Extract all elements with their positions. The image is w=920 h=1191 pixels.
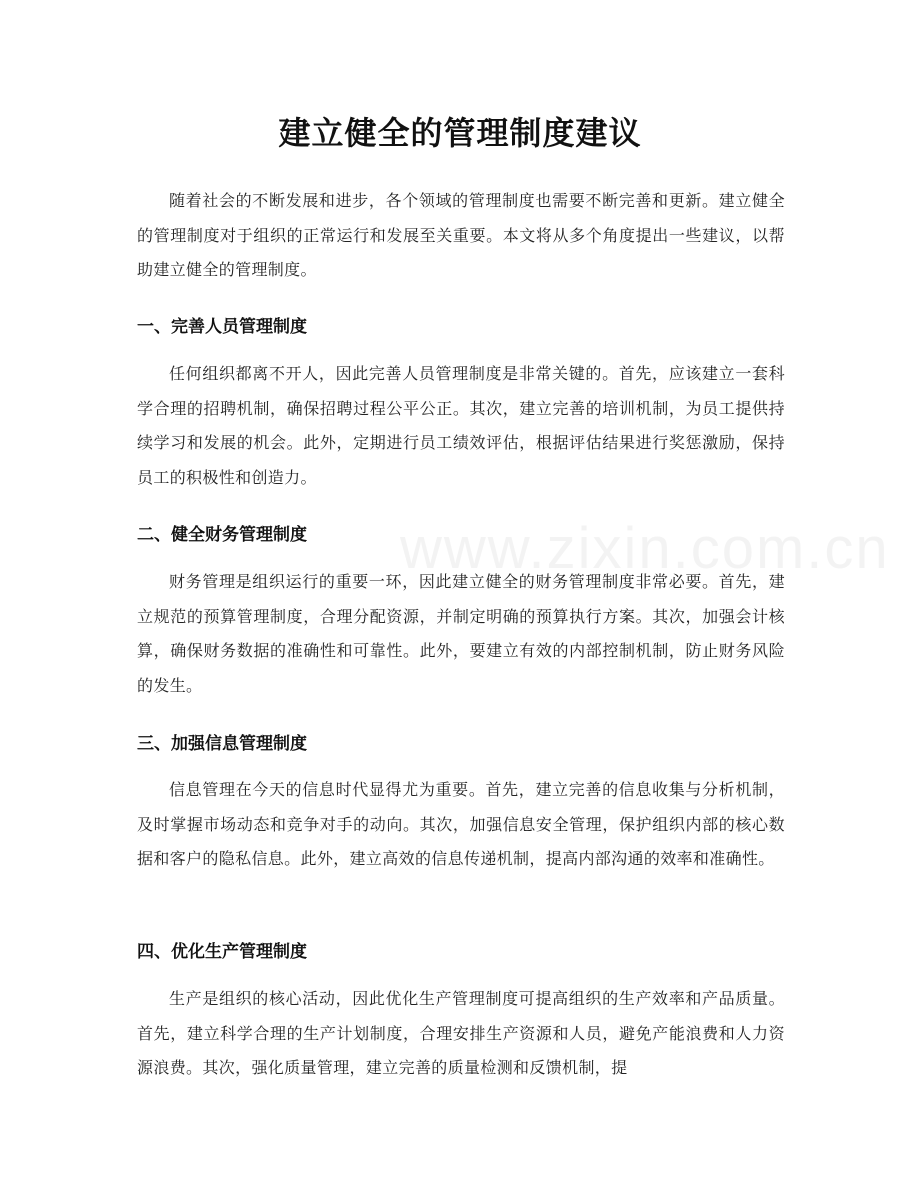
section-body-personnel: 任何组织都离不开人，因此完善人员管理制度是非常关键的。首先，应该建立一套科学合理的招聘机制，确保招聘过程公平公正。其次，建立完善的培训机制，为员工提供持续学习和发展的机会。此外，定期进行员工绩效评估，根据评估结果进行奖惩激励，保持员工的积极性和创造力。 (137, 364, 785, 487)
section-heading-production: 四、优化生产管理制度 (137, 942, 307, 962)
section-body-production: 生产是组织的核心活动，因此优化生产管理制度可提高组织的生产效率和产品质量。首先，建立科学合理的生产计划制度，合理安排生产资源和人员，避免产能浪费和人力资源浪费。其次，强化质量管理，建立完善的质量检测和反馈机制，提 (137, 989, 785, 1077)
intro-paragraph: 随着社会的不断发展和进步，各个领域的管理制度也需要不断完善和更新。建立健全的管理制度对于组织的正常运行和发展至关重要。本文将从多个角度提出一些建议，以帮助建立健全的管理制度。 (137, 191, 785, 279)
section-heading-personnel: 一、完善人员管理制度 (137, 317, 307, 337)
section-body-information: 信息管理在今天的信息时代显得尤为重要。首先，建立完善的信息收集与分析机制，及时掌握市场动态和竞争对手的动向。其次，加强信息安全管理，保护组织内部的核心数据和客户的隐私信息。此外，建立高效的信息传递机制，提高内部沟通的效率和准确性。 (137, 780, 785, 868)
section-body-finance: 财务管理是组织运行的重要一环，因此建立健全的财务管理制度非常必要。首先，建立规范的预算管理制度，合理分配资源，并制定明确的预算执行方案。其次，加强会计核算，确保财务数据的准确性和可靠性。此外，要建立有效的内部控制机制，防止财务风险的发生。 (137, 572, 785, 695)
watermark: www.zixin.com.cn (400, 516, 890, 581)
section-heading-finance: 二、健全财务管理制度 (137, 525, 307, 545)
document-title: 建立健全的管理制度建议 (278, 114, 642, 152)
section-heading-information: 三、加强信息管理制度 (137, 734, 307, 754)
